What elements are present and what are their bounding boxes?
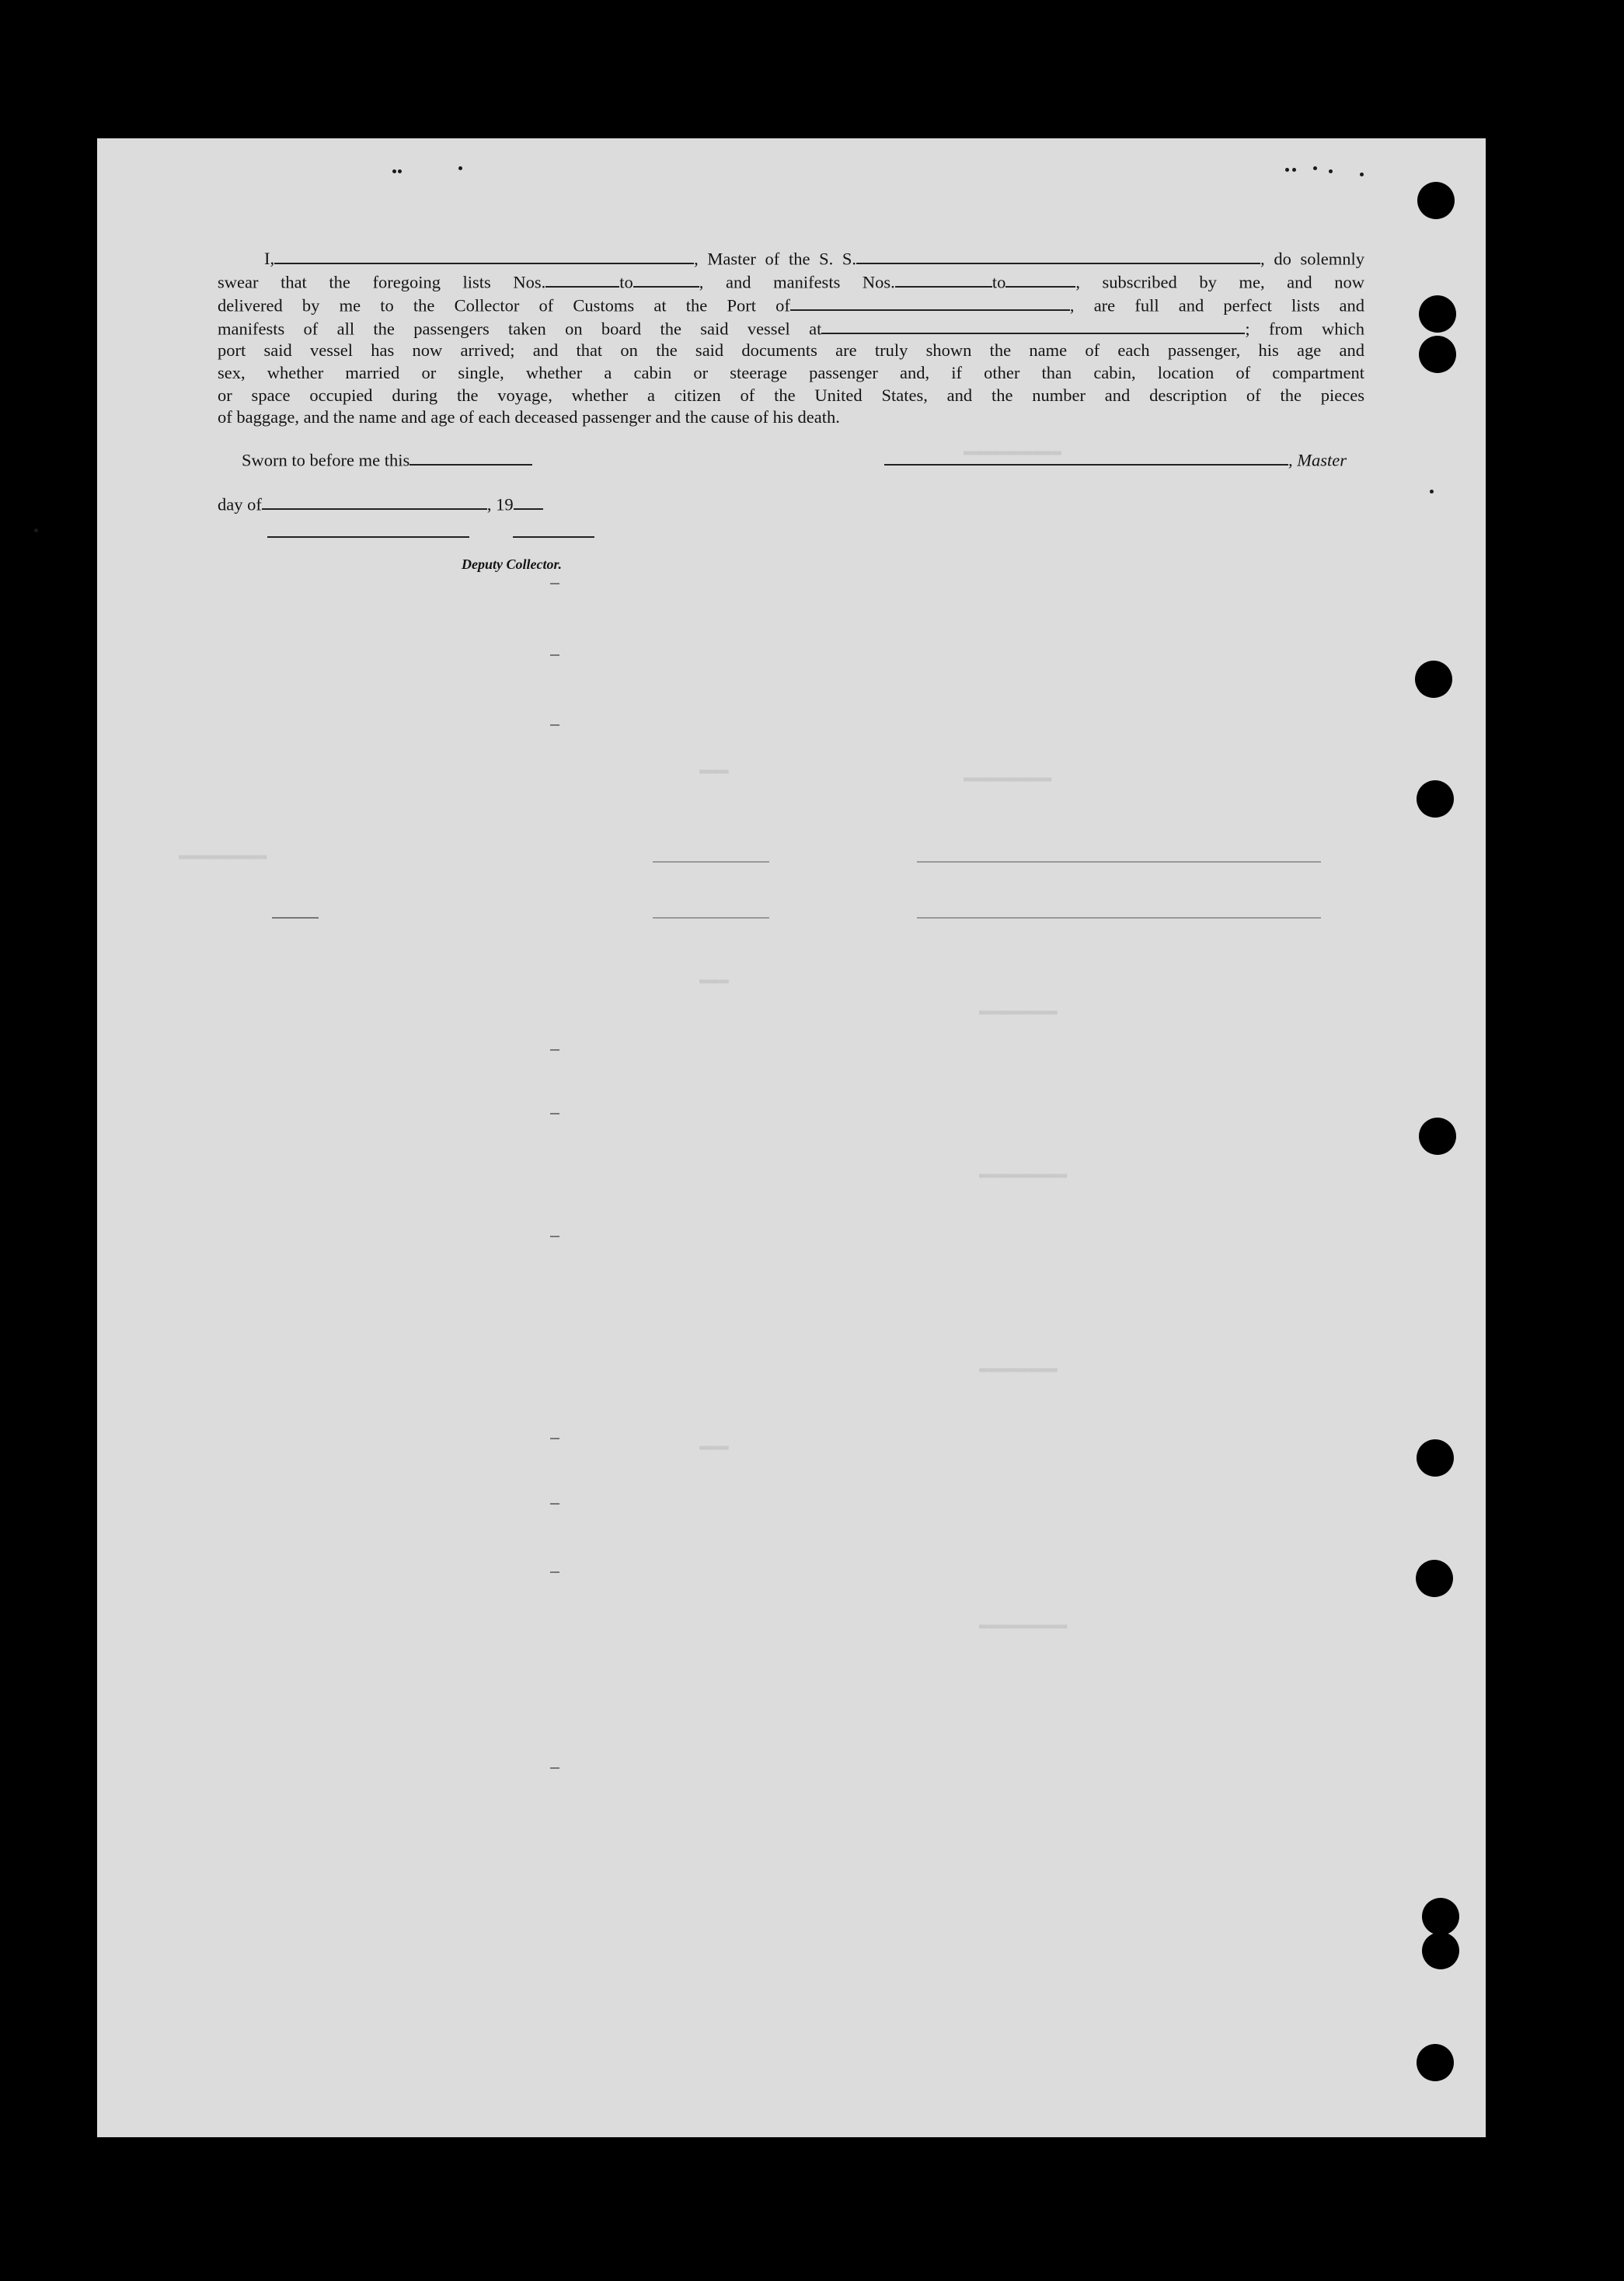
dash-mark — [550, 1767, 559, 1769]
bleed-through-block: ▬▬▬▬▬▬▬▬ — [979, 1003, 1058, 1020]
full-perfect-label: , are full and perfect lists and — [1069, 295, 1364, 315]
speck — [34, 528, 38, 532]
oath-i: I, — [264, 249, 275, 269]
lists-to-blank — [633, 270, 699, 288]
port-blank — [790, 294, 1070, 311]
lists-from-blank — [545, 270, 619, 288]
to-label-2: to — [991, 272, 1006, 292]
oath-line-2 — [218, 270, 1364, 294]
punch-hole — [1417, 182, 1455, 219]
deputy-signature-blank — [267, 536, 469, 538]
bleed-through-block: ▬▬▬▬▬▬▬▬▬ — [979, 1166, 1068, 1184]
subscribed-label: , subscribed by me, and now — [1075, 272, 1364, 292]
dash-mark — [917, 861, 1321, 863]
dash-mark — [550, 583, 559, 584]
oath-paragraph — [218, 247, 1364, 429]
oath-line-1 — [218, 247, 1364, 270]
bleed-through-block: ▬▬▬▬▬▬▬▬▬ — [964, 769, 1052, 787]
punch-hole — [1419, 336, 1456, 373]
punch-hole — [1416, 1560, 1453, 1597]
oath-line-3 — [218, 294, 1364, 317]
punch-hole — [1422, 1898, 1459, 1935]
dash-mark — [653, 861, 769, 863]
bleed-through-block: ▬▬▬▬▬▬▬▬ — [979, 1360, 1058, 1378]
speck — [1313, 166, 1317, 170]
deputy-collector-label: Deputy Collector. — [462, 556, 562, 572]
manifests-from-blank — [895, 270, 992, 288]
speck — [458, 166, 462, 170]
punch-hole — [1417, 1439, 1454, 1477]
speck — [392, 169, 396, 173]
sworn-line — [242, 448, 532, 470]
day-of-blank — [262, 493, 487, 510]
master-signature-blank — [884, 448, 1288, 466]
dash-mark — [550, 1503, 559, 1505]
punch-hole — [1417, 2044, 1454, 2081]
punch-hole — [1422, 1932, 1459, 1969]
dash-mark — [653, 917, 769, 919]
dash-mark — [550, 724, 559, 726]
day-of-label: day of — [218, 494, 262, 514]
speck — [1292, 168, 1296, 172]
speck — [398, 169, 402, 173]
speck — [1360, 173, 1364, 176]
speck — [1329, 169, 1333, 173]
speck — [1430, 490, 1434, 494]
punch-hole — [1419, 295, 1456, 333]
dash-mark — [272, 917, 319, 919]
dash-mark — [550, 1113, 559, 1114]
oath-line-8: of baggage, and the name and age of each deceased passenger and the cause of his death. — [218, 407, 840, 427]
oath-line-4 — [218, 317, 1364, 340]
day-of-line — [218, 493, 543, 514]
sworn-day-blank — [409, 448, 532, 466]
ship-name-blank — [856, 247, 1260, 264]
master-of-ss-label: , Master of the S. S. — [694, 249, 857, 269]
dash-mark — [550, 1571, 559, 1573]
dash-mark — [917, 917, 1321, 919]
year-label: , 19 — [486, 494, 514, 514]
year-blank — [514, 493, 543, 510]
bleed-through-block: ▬▬▬▬▬▬▬▬▬ — [179, 847, 267, 865]
dash-mark — [550, 654, 559, 656]
dash-mark — [550, 1236, 559, 1237]
master-name-blank — [274, 247, 694, 264]
manifests-to-blank — [1005, 270, 1075, 288]
punch-hole — [1415, 661, 1452, 698]
manifests-nos-label: , and manifests Nos. — [699, 272, 895, 292]
speck — [1285, 168, 1289, 172]
punch-hole — [1417, 780, 1454, 818]
port-of-label: delivered by me to the Collector of Customs at the Port of — [218, 295, 790, 315]
taken-on-board-label: manifests of all the passengers taken on board the said vessel at — [218, 318, 822, 338]
dash-mark — [550, 1049, 559, 1051]
punch-hole — [1419, 1118, 1456, 1155]
deputy-signature-blank-2 — [513, 536, 594, 538]
bleed-through-block: ▬▬▬▬▬▬▬▬▬ — [979, 1617, 1068, 1634]
bleed-through-block: ▬▬▬ — [699, 971, 729, 989]
lists-nos-label: swear that the foregoing lists Nos. — [218, 272, 546, 292]
to-label: to — [619, 272, 633, 292]
oath-line-7: or space occupied during the voyage, whether a citizen of the United States, and the number and description of the pieces — [218, 385, 1364, 405]
oath-line-6: sex, whether married or single, whether a cabin or steerage passenger and, if other than cabin, location of compartment — [218, 362, 1364, 382]
dash-mark — [550, 1438, 559, 1439]
bleed-through-block: ▬▬▬ — [699, 1438, 729, 1456]
oath-line-5: port said vessel has now arrived; and that on the said documents are truly shown the name of each passenger, his age and — [218, 340, 1364, 361]
sworn-text: Sworn to before me this — [242, 450, 410, 470]
document-page — [97, 138, 1486, 2137]
master-label: , Master — [1288, 450, 1347, 470]
from-which-label: ; from which — [1245, 318, 1364, 338]
bleed-through-block: ▬▬▬ — [699, 762, 729, 780]
solemnly-label: , do solemnly — [1260, 249, 1364, 269]
embark-port-blank — [821, 317, 1245, 334]
bleed-through-block: ▬▬▬▬▬▬▬▬▬▬ — [964, 443, 1062, 461]
master-signature-line — [884, 448, 1347, 470]
